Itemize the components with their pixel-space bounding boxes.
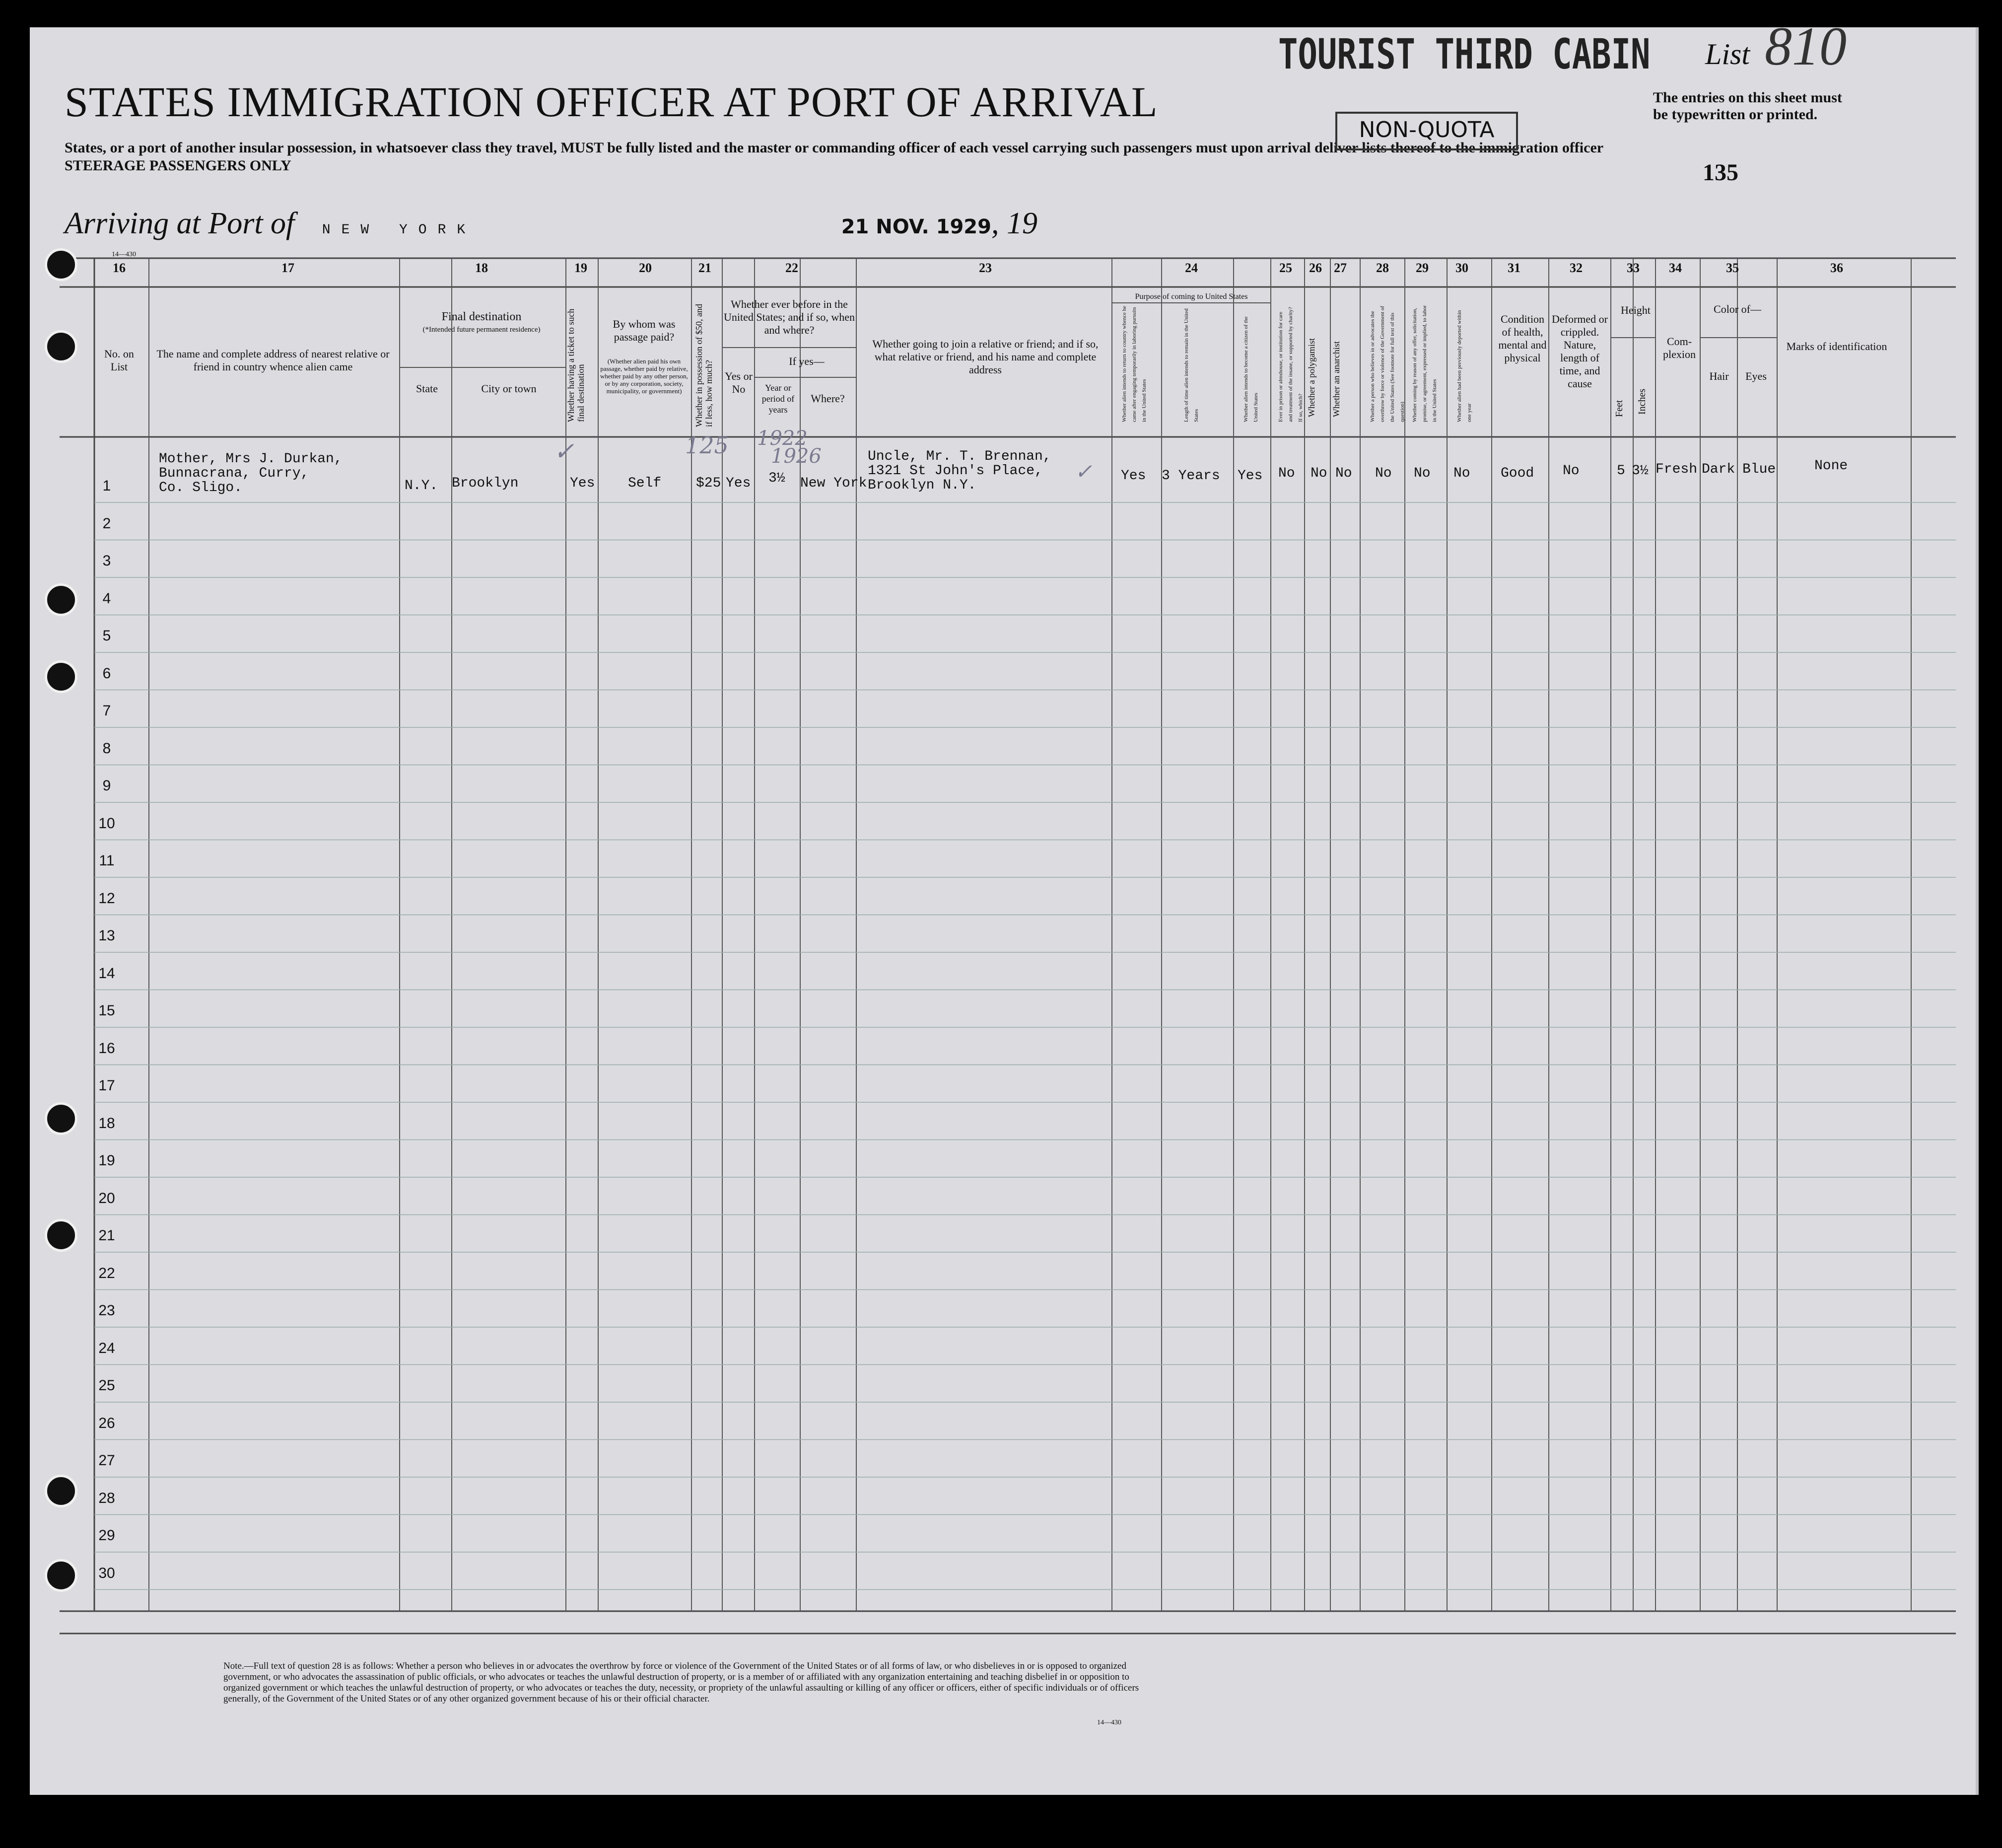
column-number: 23 bbox=[979, 261, 992, 275]
header-purpose: Purpose of coming to United States bbox=[1135, 292, 1248, 301]
row-number: 30 bbox=[98, 1564, 115, 1581]
column-number: 35 bbox=[1726, 261, 1739, 275]
column-number: 25 bbox=[1279, 261, 1292, 275]
binder-hole-icon bbox=[45, 1219, 77, 1252]
header-citizen: Whether alien intends to become a citizen of the United States bbox=[1243, 316, 1259, 422]
header-passage-paid: By whom was passage paid? bbox=[613, 318, 676, 343]
column-number: 21 bbox=[698, 261, 711, 275]
row-number: 14 bbox=[98, 965, 115, 982]
cell-money: $25 bbox=[696, 476, 721, 491]
row-number: 19 bbox=[98, 1152, 115, 1169]
header-purpose-return: Whether alien intends to return to country whence he came after engaging temporarily in laboring pursuits in the United States bbox=[1121, 306, 1147, 422]
row-number: 9 bbox=[102, 778, 111, 794]
list-number: 810 bbox=[1765, 16, 1847, 76]
check-mark-icon: ✓ bbox=[553, 437, 574, 466]
arriving-label: Arriving at Port of bbox=[65, 207, 295, 240]
column-number: 19 bbox=[574, 261, 587, 275]
cell-prison: No bbox=[1278, 466, 1295, 481]
header-possession-50: Whether in possession of $50, and if less, how much? bbox=[694, 304, 714, 427]
binder-hole-icon bbox=[45, 1559, 77, 1592]
row-number: 1 bbox=[102, 478, 111, 494]
column-number: 16 bbox=[113, 261, 126, 275]
header-yes-or-no: Yes or No bbox=[725, 370, 753, 395]
header-polygamist: Whether a polygamist bbox=[1307, 338, 1316, 417]
cell-state: N.Y. bbox=[405, 478, 438, 494]
header-inches: Inches bbox=[1637, 388, 1648, 415]
header-eyes: Eyes bbox=[1745, 370, 1767, 382]
header-length-stay: Length of time alien intends to remain in the United States bbox=[1183, 308, 1199, 422]
column-number: 26 bbox=[1309, 261, 1322, 275]
header-state: State bbox=[416, 382, 438, 395]
column-number: 22 bbox=[785, 261, 798, 275]
header-city: City or town bbox=[481, 382, 537, 395]
row-number: 27 bbox=[98, 1452, 115, 1469]
header-passage-note: (Whether alien paid his own passage, whether paid by relative, whether paid by any other person, or by any corporation, society, municipality, or government) bbox=[600, 357, 688, 395]
cell-length-stay: 3 Years bbox=[1162, 468, 1220, 484]
cell-ever-before: Yes bbox=[726, 476, 751, 491]
binder-hole-icon bbox=[45, 660, 77, 693]
footer-form-code: 14—430 bbox=[1097, 1719, 1121, 1726]
column-number: 20 bbox=[639, 261, 652, 275]
row-number: 13 bbox=[98, 927, 115, 944]
header-deported: Whether alien had been previously deported within one year bbox=[1456, 310, 1472, 422]
header-ticket: Whether having a ticket to such final destination bbox=[566, 308, 586, 422]
row-number: 17 bbox=[98, 1077, 115, 1094]
column-number: 24 bbox=[1185, 261, 1198, 275]
cell-citizen: Yes bbox=[1238, 468, 1263, 484]
list-label: List bbox=[1705, 38, 1750, 71]
row-number: 22 bbox=[98, 1265, 115, 1281]
header-hair: Hair bbox=[1709, 370, 1729, 382]
row-number: 26 bbox=[98, 1415, 115, 1431]
header-deformed: Deformed or crippled. Nature, length of time, and cause bbox=[1551, 313, 1608, 390]
row-number: 15 bbox=[98, 1002, 115, 1019]
header-question-28: Whether a person who believes in or advocates the overthrow by force or violence of the Government of the United States (See footnote for full text of this question) bbox=[1370, 306, 1405, 422]
column-number: 17 bbox=[281, 261, 294, 275]
header-condition-health: Condition of health, mental and physical bbox=[1498, 313, 1547, 364]
cell-period: 3½ bbox=[768, 471, 785, 486]
typewritten-note: The entries on this sheet must be typewritten or printed. bbox=[1653, 89, 1842, 123]
form-instructions: States, or a port of another insular possession, in whatsoever class they travel, MUST be fully listed and the master or commanding officer of each vessel carrying such passengers must upon arrival deliver lists thereof to the immigration officer STEERAGE PASSENGERS ONLY bbox=[65, 140, 1603, 174]
cell-deformed: No bbox=[1563, 463, 1580, 479]
cell-where: New York bbox=[800, 476, 867, 491]
cell-q28: No bbox=[1375, 466, 1392, 481]
row-number: 3 bbox=[102, 553, 111, 569]
header-join-relative: Whether going to join a relative or friend; and if so, what relative or friend, and his name and complete address bbox=[872, 338, 1099, 376]
cell-marks: None bbox=[1814, 458, 1848, 474]
header-nearest-relative: The name and complete address of nearest relative or friend in country whence alien came bbox=[156, 348, 390, 373]
header-color-of: Color of— bbox=[1714, 303, 1761, 315]
form-code: 14—430 bbox=[112, 251, 136, 258]
row-number: 6 bbox=[102, 665, 111, 682]
row-number: 5 bbox=[102, 628, 111, 644]
cell-polygamist: No bbox=[1311, 466, 1327, 481]
arriving-at-port bbox=[65, 206, 1037, 241]
row-number: 16 bbox=[98, 1040, 115, 1057]
column-number: 32 bbox=[1570, 261, 1583, 275]
column-number: 30 bbox=[1455, 261, 1468, 275]
cell-nearest-relative: Mother, Mrs J. Durkan, Bunnacrana, Curry, Co. Sligo. bbox=[159, 451, 343, 496]
row-number: 25 bbox=[98, 1377, 115, 1394]
handwritten-amount: 125 bbox=[685, 432, 729, 459]
year-suffix: , 19 bbox=[991, 207, 1037, 240]
check-mark-icon: ✓ bbox=[1075, 459, 1093, 484]
column-number: 29 bbox=[1416, 261, 1429, 275]
column-number: 34 bbox=[1669, 261, 1682, 275]
row-number: 12 bbox=[98, 890, 115, 907]
header-prison: Ever in prison or almshouse, or institution for care and treatment of the insane, or supported by charity? If so, which? bbox=[1278, 307, 1304, 422]
row-number: 28 bbox=[98, 1490, 115, 1506]
cell-paid-by: Self bbox=[628, 476, 662, 491]
header-where: Where? bbox=[811, 392, 845, 405]
cell-condition: Good bbox=[1501, 466, 1534, 481]
footer-note: Note.—Full text of question 28 is as follows: Whether a person who believes in or advocates the overthrow by force or violence of the Government of the United States or of all forms of law, or who disbelieves in or is opposed to organized government, or who advocates the assassination of public officials, or who advocates or teaches the unlawful destruction of property, or is a member of or affiliated with any organization entertaining and teaching disbelief in or opposition to organized government or which teaches the unlawful destruction of property, or who advocates or teaches the duty, necessity, or propriety of the unlawful assaulting or killing of any officer or officers, either of specific individuals or of officers generally, of the Government of the United States or of any other organized government because of his or their official character. bbox=[223, 1661, 1139, 1704]
header-if-yes: If yes— bbox=[789, 355, 825, 367]
row-number: 21 bbox=[98, 1227, 115, 1244]
row-number: 2 bbox=[102, 515, 111, 532]
cell-eyes: Blue bbox=[1742, 462, 1776, 477]
handwritten-years: 1922 1926 bbox=[757, 427, 822, 468]
binder-hole-icon bbox=[45, 248, 77, 281]
row-number: 29 bbox=[98, 1527, 115, 1544]
row-number: 4 bbox=[102, 590, 111, 607]
column-number: 31 bbox=[1508, 261, 1520, 275]
cell-join-relative: Uncle, Mr. T. Brennan, 1321 St John's Place, Brooklyn N.Y. bbox=[868, 449, 1051, 493]
header-no-on-list: No. on List bbox=[104, 348, 134, 373]
row-number: 20 bbox=[98, 1190, 115, 1207]
cell-q29: No bbox=[1414, 466, 1431, 481]
sheet-number: 135 bbox=[1703, 159, 1738, 186]
cell-deported: No bbox=[1453, 466, 1470, 481]
header-complexion: Com- plexion bbox=[1663, 335, 1696, 360]
binder-hole-icon bbox=[45, 1102, 77, 1135]
row-number: 23 bbox=[98, 1302, 115, 1319]
cell-city: Brooklyn bbox=[452, 476, 519, 491]
non-quota-stamp: NON-QUOTA bbox=[1335, 112, 1518, 150]
column-number: 27 bbox=[1334, 261, 1347, 275]
arrival-date-stamp: 21 NOV. 1929 bbox=[841, 215, 991, 238]
header-year-period: Year or period of years bbox=[761, 383, 795, 415]
cell-inches: 3½ bbox=[1632, 463, 1649, 479]
binder-hole-icon bbox=[45, 1475, 77, 1507]
row-number: 18 bbox=[98, 1115, 115, 1132]
row-number: 7 bbox=[102, 703, 111, 719]
binder-hole-icon bbox=[45, 583, 77, 616]
column-number: 33 bbox=[1627, 261, 1640, 275]
row-number: 11 bbox=[99, 853, 115, 869]
header-marks: Marks of identification bbox=[1786, 340, 1887, 353]
column-number: 18 bbox=[475, 261, 488, 275]
header-final-destination: Final destination (*Intended future permanent residence) bbox=[422, 310, 541, 334]
tourist-third-cabin-stamp: TOURIST THIRD CABIN bbox=[1278, 30, 1651, 78]
cell-anarchist: No bbox=[1335, 466, 1352, 481]
column-number: 28 bbox=[1376, 261, 1389, 275]
cell-feet: 5 bbox=[1617, 463, 1625, 479]
cell-purpose-return: Yes bbox=[1121, 468, 1146, 484]
header-height: Height bbox=[1621, 304, 1651, 316]
column-number: 36 bbox=[1830, 261, 1843, 275]
cell-ticket: Yes bbox=[570, 476, 595, 491]
form-title: STATES IMMIGRATION OFFICER AT PORT OF ARRIVAL bbox=[65, 78, 1158, 126]
header-question-29: Whether coming by reason of any offer, solicitation, promise, or agreement, expressed or implied, to labor in the United States bbox=[1412, 305, 1438, 422]
row-number: 10 bbox=[98, 815, 115, 832]
header-feet: Feet bbox=[1614, 400, 1625, 417]
port-value: NEW YORK bbox=[322, 222, 477, 238]
header-anarchist: Whether an anarchist bbox=[1331, 341, 1341, 417]
row-number: 24 bbox=[98, 1340, 115, 1356]
cell-hair: Dark bbox=[1702, 462, 1735, 477]
cell-complexion: Fresh bbox=[1656, 462, 1698, 477]
row-number: 8 bbox=[102, 740, 111, 757]
header-ever-before: Whether ever before in the United States; and if so, when and where? bbox=[724, 298, 855, 336]
binder-hole-icon bbox=[45, 330, 77, 363]
